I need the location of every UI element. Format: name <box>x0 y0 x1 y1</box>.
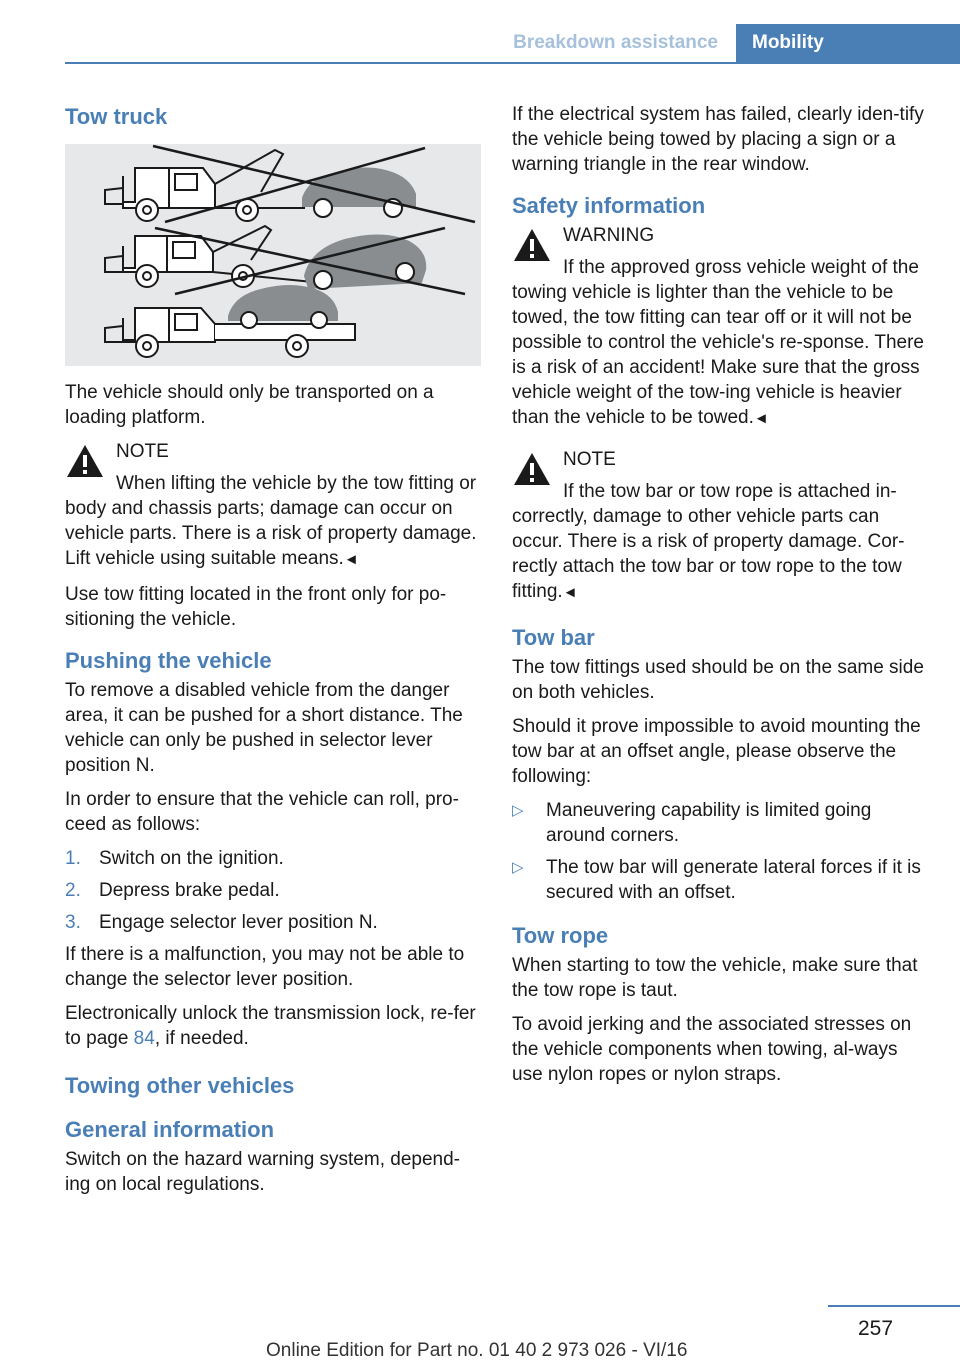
unlock-text-pre: Electronically unlock the transmission lock, re‐fer to page <box>65 1003 476 1049</box>
push-paragraph-2: In order to ensure that the vehicle can roll, pro‐ceed as follows: <box>65 789 459 835</box>
warning-text: If the approved gross vehicle weight of the towing vehicle is lighter than the vehicle to be towed, the tow fitting can tear off or it will not be possible to control the vehicle's re‐sponse. There is a risk of an accident! Make sure that the gross vehicle weight of the tow‐ing vehicle is heavier than the vehicle to be towed. <box>512 257 924 428</box>
note-text: If the tow bar or tow rope is attached in‐correctly, damage to other vehicle parts can occur. There is a risk of property damage. Cor‐rectly attach the tow bar or tow rope to the tow fitting. <box>512 481 905 602</box>
page-number: 257 <box>858 1317 894 1340</box>
step-text: Switch on the ignition. <box>99 848 284 869</box>
step-text: Depress brake pedal. <box>99 880 280 901</box>
push-paragraph-1: To remove a disabled vehicle from the danger area, it can be pushed for a short distance. The vehicle can only be pushed in selector lever position N. <box>65 680 463 776</box>
platform-paragraph: The vehicle should only be transported on a loading platform. <box>65 382 434 428</box>
note-text: When lifting the vehicle by the tow fitting or body and chassis parts; damage can occur on vehicle parts. There is a risk of property damage. Lift vehicle using suitable means. <box>65 473 477 569</box>
step-text: Engage selector lever position N. <box>99 912 378 933</box>
tow-truck-drawing <box>65 144 481 366</box>
warning-box <box>512 223 928 431</box>
right-column <box>512 102 928 1096</box>
bullet-text: The tow bar will generate lateral forces if it is secured with an offset. <box>546 857 921 903</box>
footer-rule <box>828 1305 960 1307</box>
warning-triangle-icon <box>512 227 552 263</box>
page-header <box>495 24 960 62</box>
towing-heading: Towing other vehicles <box>65 1073 295 1098</box>
safety-heading: Safety information <box>512 193 706 218</box>
note-property-damage <box>65 439 481 572</box>
end-marker: ◄ <box>562 584 578 601</box>
list-item <box>65 910 481 935</box>
list-item <box>512 855 928 905</box>
header-section-title: Breakdown assistance <box>513 32 718 53</box>
tow-truck-illustration <box>65 144 481 366</box>
tow-rope-heading: Tow rope <box>512 923 609 948</box>
tow-rope-paragraph-1: When starting to tow the vehicle, make sure that the tow rope is taut. <box>512 955 918 1001</box>
tow-bar-paragraph-1: The tow fittings used should be on the same side on both vehicles. <box>512 657 924 703</box>
note-keyword: NOTE <box>116 441 169 462</box>
header-chapter-tab: Mobility <box>736 24 960 62</box>
tow-rope-paragraph-2: To avoid jerking and the associated stresses on the vehicle components when towing, al‐ways use nylon ropes or nylon straps. <box>512 1014 912 1085</box>
bullet-marker-icon: ▷ <box>512 802 524 819</box>
front-fitting-paragraph: Use tow fitting located in the front only for po‐sitioning the vehicle. <box>65 584 447 630</box>
unlock-paragraph <box>65 1001 481 1051</box>
page-reference-link[interactable]: 84 <box>133 1028 155 1049</box>
list-item <box>65 846 481 871</box>
tow-bar-heading: Tow bar <box>512 625 595 650</box>
push-steps-list <box>65 846 481 935</box>
warning-triangle-icon <box>512 451 552 487</box>
list-item <box>512 798 928 848</box>
malfunction-paragraph: If there is a malfunction, you may not be able to change the selector lever position. <box>65 944 465 990</box>
pushing-heading: Pushing the vehicle <box>65 648 272 673</box>
left-column <box>65 102 481 1206</box>
edition-footer: Online Edition for Part no. 01 40 2 973 026 - VI/16 <box>266 1340 688 1361</box>
general-paragraph: Switch on the hazard warning system, depend‐ing on local regulations. <box>65 1149 460 1195</box>
step-number: 3. <box>65 912 81 933</box>
tow-bar-bullets <box>512 798 928 905</box>
general-info-heading: General information <box>65 1117 275 1142</box>
end-marker: ◄ <box>753 410 769 427</box>
note-tow-bar <box>512 447 928 605</box>
note-keyword: NOTE <box>563 449 616 470</box>
bullet-text: Maneuvering capability is limited going around corners. <box>546 800 872 846</box>
list-item <box>65 878 481 903</box>
electrical-paragraph: If the electrical system has failed, clearly iden‐tify the vehicle being towed by placing a sign or a warning triangle in the rear window. <box>512 104 924 175</box>
warning-keyword: WARNING <box>563 225 655 246</box>
step-number: 1. <box>65 848 81 869</box>
bullet-marker-icon: ▷ <box>512 859 524 876</box>
warning-triangle-icon <box>65 443 105 479</box>
end-marker: ◄ <box>343 551 359 568</box>
unlock-text-post: , if needed. <box>154 1028 249 1049</box>
step-number: 2. <box>65 880 81 901</box>
tow-bar-paragraph-2: Should it prove impossible to avoid mounting the tow bar at an offset angle, please observe the following: <box>512 716 921 787</box>
header-rule <box>65 62 960 64</box>
tow-truck-heading: Tow truck <box>65 104 168 129</box>
